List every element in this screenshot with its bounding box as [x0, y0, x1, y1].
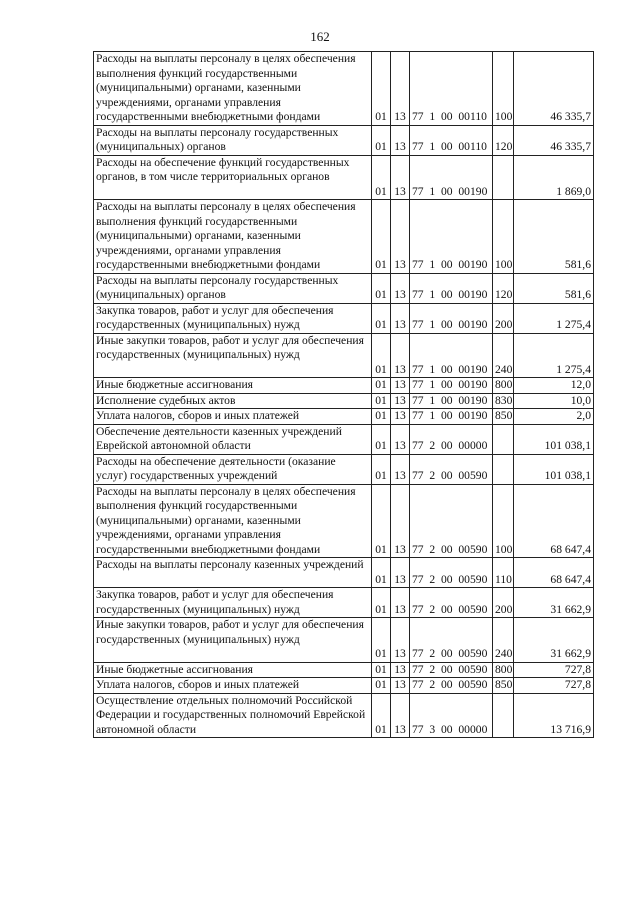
- table-row: [94, 454, 594, 484]
- row-subsection-code: 13: [391, 693, 410, 738]
- row-section-code: 01: [372, 409, 391, 425]
- row-amount: 581,6: [514, 200, 594, 274]
- row-description: Иные бюджетные ассигнования: [94, 378, 372, 394]
- row-section-code: 01: [372, 484, 391, 558]
- row-subsection-code: 13: [391, 588, 410, 618]
- row-description: Расходы на выплаты персоналу казенных учреждений: [94, 558, 372, 588]
- row-subsection-code: 13: [391, 378, 410, 394]
- row-description: Уплата налогов, сборов и иных платежей: [94, 678, 372, 694]
- row-target-article: 77 1 00 00190: [410, 303, 493, 333]
- row-subsection-code: 13: [391, 393, 410, 409]
- row-amount: 101 038,1: [514, 454, 594, 484]
- row-description: Иные закупки товаров, работ и услуг для обеспечения государственных (муниципальных) нужд: [94, 618, 372, 663]
- table-row: [94, 588, 594, 618]
- table-row: [94, 409, 594, 425]
- budget-table: [93, 51, 594, 738]
- row-amount: 13 716,9: [514, 693, 594, 738]
- row-target-article: 77 1 00 00190: [410, 393, 493, 409]
- row-subsection-code: 13: [391, 618, 410, 663]
- table-row: [94, 52, 594, 126]
- row-expense-type: [493, 424, 514, 454]
- table-row: [94, 484, 594, 558]
- row-amount: 68 647,4: [514, 558, 594, 588]
- row-amount: 46 335,7: [514, 52, 594, 126]
- row-target-article: 77 1 00 00190: [410, 200, 493, 274]
- row-description: Осуществление отдельных полномочий Российской Федерации и государственных полномочий Еврейской автономной области: [94, 693, 372, 738]
- row-description: Расходы на обеспечение деятельности (оказание услуг) государственных учреждений: [94, 454, 372, 484]
- row-subsection-code: 13: [391, 454, 410, 484]
- row-subsection-code: 13: [391, 303, 410, 333]
- row-section-code: 01: [372, 424, 391, 454]
- row-amount: 581,6: [514, 273, 594, 303]
- row-section-code: 01: [372, 303, 391, 333]
- table-row: [94, 678, 594, 694]
- table-row: [94, 200, 594, 274]
- row-description: Иные бюджетные ассигнования: [94, 662, 372, 678]
- row-amount: 101 038,1: [514, 424, 594, 454]
- row-subsection-code: 13: [391, 409, 410, 425]
- row-amount: 727,8: [514, 662, 594, 678]
- row-subsection-code: 13: [391, 155, 410, 200]
- row-target-article: 77 1 00 00190: [410, 273, 493, 303]
- row-target-article: 77 1 00 00190: [410, 155, 493, 200]
- row-subsection-code: 13: [391, 662, 410, 678]
- row-section-code: 01: [372, 200, 391, 274]
- table-row: [94, 303, 594, 333]
- row-target-article: 77 1 00 00110: [410, 52, 493, 126]
- row-amount: 10,0: [514, 393, 594, 409]
- row-expense-type: 110: [493, 558, 514, 588]
- row-section-code: 01: [372, 52, 391, 126]
- row-section-code: 01: [372, 393, 391, 409]
- row-amount: 31 662,9: [514, 588, 594, 618]
- row-section-code: 01: [372, 618, 391, 663]
- row-target-article: 77 2 00 00590: [410, 618, 493, 663]
- row-description: Исполнение судебных актов: [94, 393, 372, 409]
- row-section-code: 01: [372, 588, 391, 618]
- row-section-code: 01: [372, 378, 391, 394]
- page-number: 162: [310, 29, 330, 44]
- table-row: [94, 378, 594, 394]
- row-expense-type: 850: [493, 678, 514, 694]
- table-row: [94, 662, 594, 678]
- row-expense-type: 120: [493, 273, 514, 303]
- row-target-article: 77 2 00 00590: [410, 454, 493, 484]
- row-expense-type: 120: [493, 125, 514, 155]
- row-amount: 12,0: [514, 378, 594, 394]
- row-description: Расходы на обеспечение функций государственных органов, в том числе территориальных органов: [94, 155, 372, 200]
- row-expense-type: 830: [493, 393, 514, 409]
- row-subsection-code: 13: [391, 52, 410, 126]
- row-target-article: 77 1 00 00110: [410, 125, 493, 155]
- row-expense-type: 100: [493, 200, 514, 274]
- row-target-article: 77 2 00 00000: [410, 424, 493, 454]
- table-row: [94, 273, 594, 303]
- row-description: Расходы на выплаты персоналу в целях обеспечения выполнения функций государственными (муниципальными) органами, казенными учреждениями, органами управления государственными внебюджетными фондами: [94, 200, 372, 274]
- row-amount: 68 647,4: [514, 484, 594, 558]
- row-description: Расходы на выплаты персоналу государственных (муниципальных) органов: [94, 125, 372, 155]
- table-row: [94, 155, 594, 200]
- row-amount: 1 275,4: [514, 303, 594, 333]
- row-target-article: 77 2 00 00590: [410, 678, 493, 694]
- row-section-code: 01: [372, 693, 391, 738]
- row-section-code: 01: [372, 678, 391, 694]
- row-amount: 727,8: [514, 678, 594, 694]
- row-amount: 1 275,4: [514, 333, 594, 378]
- row-target-article: 77 3 00 00000: [410, 693, 493, 738]
- row-target-article: 77 1 00 00190: [410, 378, 493, 394]
- row-description: Закупка товаров, работ и услуг для обеспечения государственных (муниципальных) нужд: [94, 588, 372, 618]
- table-row: [94, 393, 594, 409]
- row-section-code: 01: [372, 662, 391, 678]
- row-description: Расходы на выплаты персоналу в целях обеспечения выполнения функций государственными (муниципальными) органами, казенными учреждениями, органами управления государственными внебюджетными фондами: [94, 484, 372, 558]
- table-row: [94, 125, 594, 155]
- row-expense-type: 100: [493, 52, 514, 126]
- row-subsection-code: 13: [391, 424, 410, 454]
- row-expense-type: [493, 155, 514, 200]
- row-target-article: 77 2 00 00590: [410, 662, 493, 678]
- row-expense-type: 200: [493, 303, 514, 333]
- table-row: [94, 424, 594, 454]
- row-section-code: 01: [372, 125, 391, 155]
- row-expense-type: 200: [493, 588, 514, 618]
- row-description: Уплата налогов, сборов и иных платежей: [94, 409, 372, 425]
- row-expense-type: 240: [493, 333, 514, 378]
- row-section-code: 01: [372, 333, 391, 378]
- row-subsection-code: 13: [391, 678, 410, 694]
- row-amount: 1 869,0: [514, 155, 594, 200]
- row-section-code: 01: [372, 273, 391, 303]
- table-row: [94, 693, 594, 738]
- table-row: [94, 333, 594, 378]
- row-description: Расходы на выплаты персоналу государственных (муниципальных) органов: [94, 273, 372, 303]
- table-row: [94, 618, 594, 663]
- row-section-code: 01: [372, 558, 391, 588]
- row-target-article: 77 2 00 00590: [410, 558, 493, 588]
- row-amount: 2,0: [514, 409, 594, 425]
- row-expense-type: 100: [493, 484, 514, 558]
- row-description: Иные закупки товаров, работ и услуг для обеспечения государственных (муниципальных) нужд: [94, 333, 372, 378]
- row-subsection-code: 13: [391, 333, 410, 378]
- row-subsection-code: 13: [391, 484, 410, 558]
- row-target-article: 77 2 00 00590: [410, 588, 493, 618]
- row-expense-type: [493, 454, 514, 484]
- row-description: Обеспечение деятельности казенных учреждений Еврейской автономной области: [94, 424, 372, 454]
- row-target-article: 77 1 00 00190: [410, 333, 493, 378]
- row-expense-type: 240: [493, 618, 514, 663]
- row-subsection-code: 13: [391, 125, 410, 155]
- row-expense-type: 800: [493, 378, 514, 394]
- row-section-code: 01: [372, 155, 391, 200]
- table-row: [94, 558, 594, 588]
- row-subsection-code: 13: [391, 200, 410, 274]
- row-section-code: 01: [372, 454, 391, 484]
- row-amount: 31 662,9: [514, 618, 594, 663]
- row-expense-type: 850: [493, 409, 514, 425]
- row-description: Расходы на выплаты персоналу в целях обеспечения выполнения функций государственными (муниципальными) органами, казенными учреждениями, органами управления государственными внебюджетными фондами: [94, 52, 372, 126]
- row-target-article: 77 2 00 00590: [410, 484, 493, 558]
- row-description: Закупка товаров, работ и услуг для обеспечения государственных (муниципальных) нужд: [94, 303, 372, 333]
- row-expense-type: 800: [493, 662, 514, 678]
- row-amount: 46 335,7: [514, 125, 594, 155]
- row-expense-type: [493, 693, 514, 738]
- row-subsection-code: 13: [391, 273, 410, 303]
- row-target-article: 77 1 00 00190: [410, 409, 493, 425]
- row-subsection-code: 13: [391, 558, 410, 588]
